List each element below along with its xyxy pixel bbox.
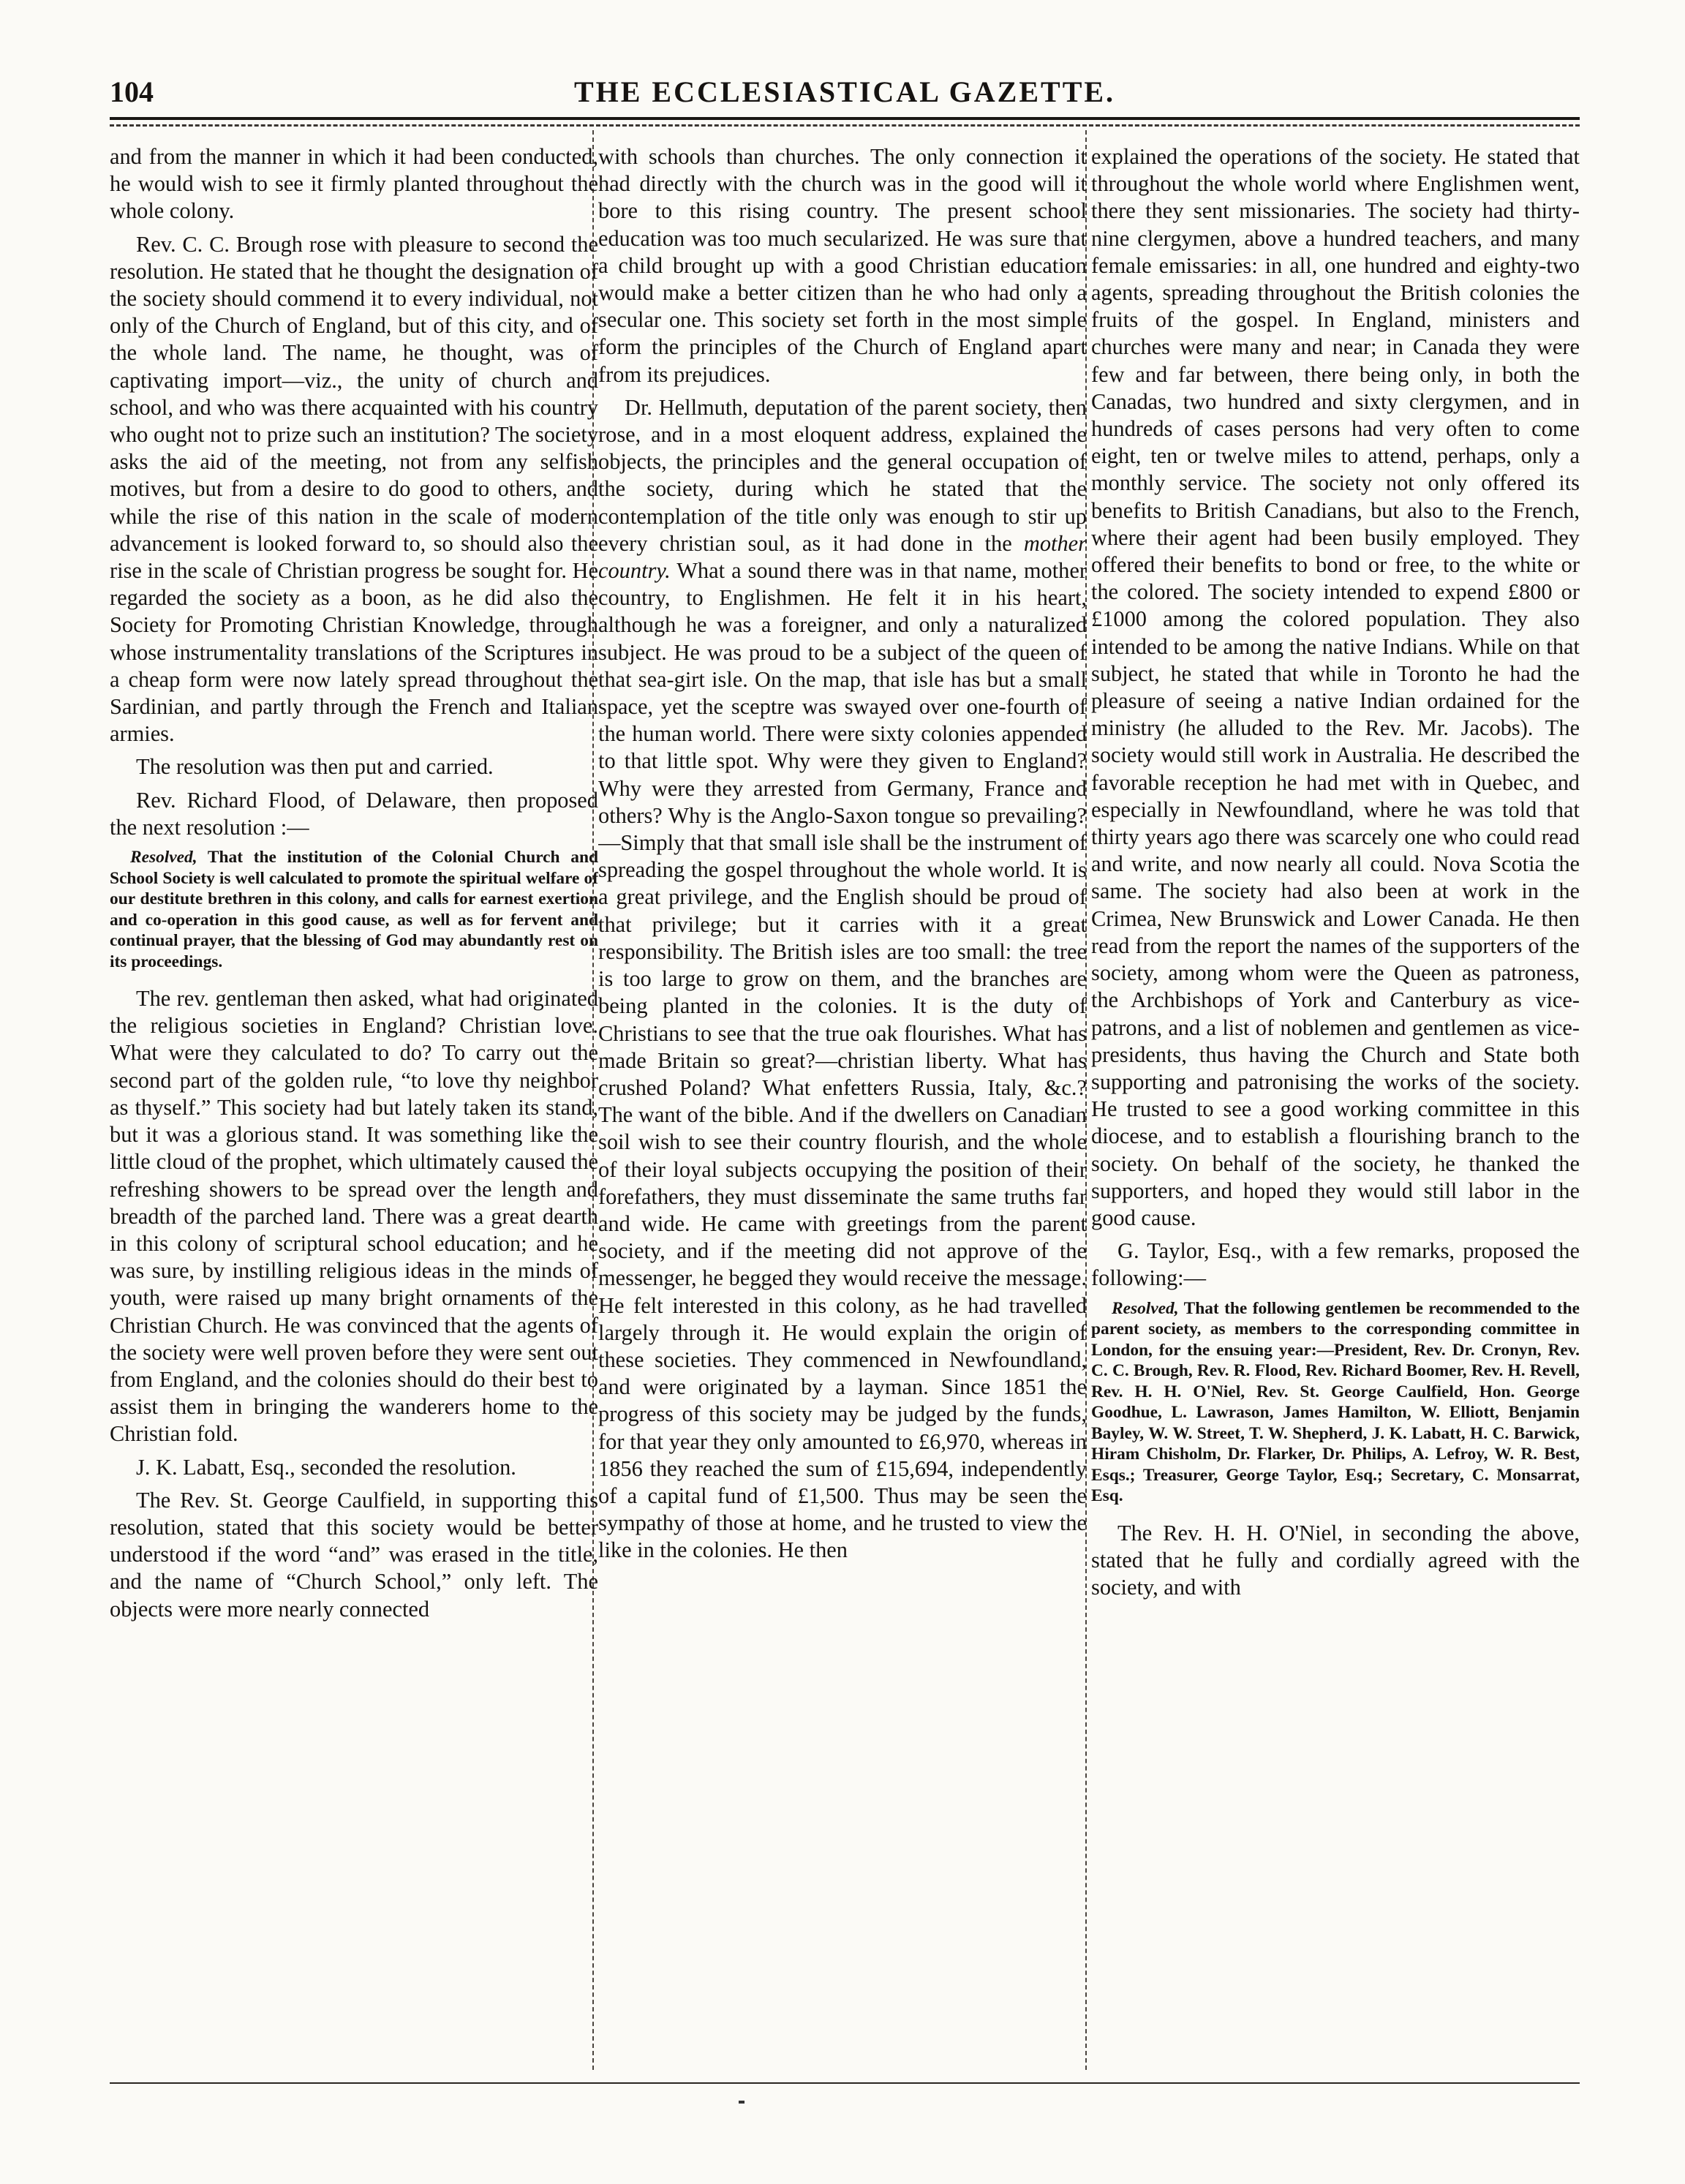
page-header xyxy=(110,75,1580,118)
paragraph-text-continued: What a sound there was in that name, mother country, to Englishmen. He felt it in his heart, although he was a foreigner, and only a naturalized subject. He was proud to be a subject of the queen of that sea-girt isle. On the map, that isle has but a small space, yet the sceptre was swayed over one-fourth of the human world. There were sixty colonies appended to that little spot. Why were they given to England? Why were they arrested from Germany, France and others? Why is the Anglo-Saxon tongue so prevailing?—Simply that that small isle shall be the instrument of spreading the gospel throughout the whole world. It is a great privilege, and the English should be proud of that privilege; but it carries with it a great responsibility. The British isles are too small: the tree is too large to grow on them, and the branches are being planted in the colonies. It is the duty of Christians to see that the true oak flourishes. What has made Britain so great?—christian liberty. What has crushed Poland? What enfetters Russia, Italy, &c.? The want of the bible. And if the dwellers on Canadian soil wish to see their country flourish, and the whole of their loyal subjects occupying the position of their forefathers, they must disseminate the same truths far and wide. He came with greetings from the parent society, and if the meeting did not approve of the messenger, he begged they would receive the message. He felt interested in this colony, as he had travelled largely through it. He would explain the origin of these societies. They commenced in Newfoundland, and were originated by a layman. Since 1851 the progress of this society may be judged by the funds, for that year they only amounted to £6,970, whereas in 1856 they reached the sum of £15,694, independently of a capital fund of £1,500. Thus may be seen the sympathy of those at home, and he trusted to view the like in the colonies. He then xyxy=(598,558,1087,1563)
paragraph-text: G. Taylor, Esq., with a few remarks, proposed the following:— xyxy=(1091,1238,1580,1291)
article-paragraph xyxy=(1091,1238,1580,1292)
article-paragraph xyxy=(110,1454,598,1481)
paragraph-text: explained the operations of the society. He stated that throughout the whole world where Englishmen went, there they sent missionaries. The society had thirty-nine clergymen, above a hundred teachers, and many female emissaries: in all, one hundred and eighty-two agents, spreading throughout the British colonies the fruits of the gospel. In England, ministers and churches were many and near; in Canada they were few and far between, there being only, in both the Canadas, two hundred and sixty clergymen, and in hundreds of cases persons had very often to come eight, ten or twelve miles to attend, perhaps, only a monthly service. The society not only offered its benefits to British Canadians, but also to the French, where their agent had been busily employed. They offered their benefits to bond or free, to the white or the colored. The society intended to expend £800 or £1000 among the colored population. They also intended to be among the native Indians. While on that subject, he stated that while in Toronto he had the pleasure of seeing a native Indian ordained for the ministry (he alluded to the Rev. Mr. Jacobs). The society would still work in Australia. He described the favorable reception he had met with in Quebec, and especially in Newfoundland, where he was told that thirty years ago there was scarcely one who could read and write, and now nearly all could. Nova Scotia the same. The society had also been at work in the Crimea, New Brunswick and Lower Canada. He then read from the report the names of the supporters of the society, among whom were the Queen as patroness, the Archbishops of York and Canterbury as vice-patrons, and a list of noblemen and gentlemen as vice-presidents, thus having the Church and State both supporting and patronising the works of the society. He trusted to see a good working committee in this diocese, and to establish a flourishing branch to the society. On behalf of the society, he thanked the supporters, and hoped they would still labor in the good cause. xyxy=(1091,144,1580,1230)
header-rule xyxy=(110,117,1580,120)
article-paragraph xyxy=(110,1487,598,1623)
paragraph-text: J. K. Labatt, Esq., seconded the resolution. xyxy=(136,1454,516,1480)
article-paragraph xyxy=(110,787,598,841)
resolution-lead: Resolved, xyxy=(130,848,197,867)
resolution-body: That the following gentlemen be recommended to the parent society, as members to the corresponding committee in London, for the ensuing year:—President, Rev. Dr. Cronyn, Rev. C. C. Brough, Rev. R. Flood, Rev. Richard Boomer, Rev. H. Revell, Rev. H. H. O'Niel, Rev. St. George Caulfield, Hon. George Goodhue, L. Lawrason, James Hamilton, W. Elliott, Benjamin Bayley, W. W. Street, T. W. Shepherd, J. K. Labatt, H. C. Barwick, Hiram Chisholm, Dr. Flarker, Dr. Philips, A. Lefroy, W. R. Best, Esqs.; Treasurer, George Taylor, Esq.; Secretary, C. Monsarrat, Esq. xyxy=(1091,1298,1580,1506)
column-3 xyxy=(1091,143,1580,2074)
article-paragraph xyxy=(598,394,1087,1564)
paragraph-text: The Rev. H. H. O'Niel, in seconding the above, stated that he fully and cordially agreed with the society, and with xyxy=(1091,1520,1580,1600)
running-title: THE ECCLESIASTICAL GAZETTE. xyxy=(573,75,1116,108)
resolution-text xyxy=(110,847,598,972)
paragraph-text: Rev. C. C. Brough rose with pleasure to second the resolution. He stated that he thought the designation of the society should commend it to every individual, not only of the Church of England, but of this city, and of the whole land. The name, he thought, was of captivating import—viz., the unity of church and school, and who was there acquainted with his country who ought not to prize such an institution? The society asks the aid of the meeting, not from any selfish motives, but from a desire to do good to others, and while the rise of this nation in the scale of modern advancement is looked forward to, so should also the rise in the scale of Christian progress be sought for. He regarded the society as a boon, as he did also the Society for Promoting Christian Knowledge, through whose instrumentality translations of the Scriptures in a cheap form were now lately spread throughout the Sardinian, and partly through the French and Italian armies. xyxy=(110,231,598,747)
article-paragraph xyxy=(1091,1520,1580,1602)
paragraph-text: with schools than churches. The only connection it had directly with the church was in the good will it bore to this rising country. The present school education was too much secularized. He was sure that a child brought up with a good Christian education would make a better citizen than he who had only a secular one. This society set forth in the most simple form the principles of the Church of England apart from its prejudices. xyxy=(598,144,1087,387)
article-paragraph xyxy=(110,143,598,225)
article-paragraph xyxy=(598,143,1087,388)
column-1 xyxy=(110,143,598,2074)
page-number: 104 xyxy=(110,75,154,108)
footer-rule xyxy=(110,2082,1580,2084)
article-paragraph xyxy=(110,231,598,748)
paragraph-text: Dr. Hellmuth, deputation of the parent society, then rose, and in a most eloquent address, explained the objects, the principles and the general occupation of the society, during which he stated that the contemplation of the title only was enough to stir up every christian soul, as it had done in the xyxy=(598,394,1087,556)
footer-mark xyxy=(739,2101,745,2104)
paragraph-text: Rev. Richard Flood, of Delaware, then proposed the next resolution :— xyxy=(110,787,598,840)
resolution-lead: Resolved, xyxy=(1112,1298,1179,1318)
article-paragraph xyxy=(110,985,598,1447)
resolution-body: That the institution of the Colonial Church and School Society is well calculated to promote the spiritual welfare of our destitute brethren in this colony, and calls for earnest exertion and co-operation in this good cause, as well as for fervent and continual prayer, that the blessing of God may abundantly rest on its proceedings. xyxy=(110,848,598,971)
emphasis-text: mother country. xyxy=(598,530,1087,584)
paragraph-text: The resolution was then put and carried. xyxy=(136,754,494,780)
paragraph-text: The Rev. St. George Caulfield, in supporting this resolution, stated that this society would be better understood if the word “and” was erased in the title, and the name of “Church School,” only left. The objects were more nearly connected xyxy=(110,1487,598,1622)
column-2 xyxy=(598,143,1087,2074)
article-paragraph xyxy=(110,753,598,780)
resolution-text xyxy=(1091,1298,1580,1507)
article-paragraph xyxy=(1091,143,1580,1232)
paragraph-text: and from the manner in which it had been conducted, he would wish to see it firmly planted throughout the whole colony. xyxy=(110,144,598,224)
paragraph-text: The rev. gentleman then asked, what had originated the religious societies in England? Christian love. What were they calculated to do? To carry out the second part of the golden rule, “to love thy neighbor as thyself.” This society had but lately taken its stand, but it was a glorious stand. It was something like the little cloud of the prophet, which ultimately caused the refreshing showers to be spread over the length and breadth of the parched land. There was a great dearth in this colony of scriptural school education; and he was sure, by instilling religious ideas in the minds of youth, were raised up many bright ornaments of the Christian Church. He was convinced that the agents of the society were well proven before they were sent out from England, and the colonies should do their best to assist them in bringing the wanderers home to the Christian fold. xyxy=(110,986,598,1447)
header-dashed-rule xyxy=(110,124,1580,127)
